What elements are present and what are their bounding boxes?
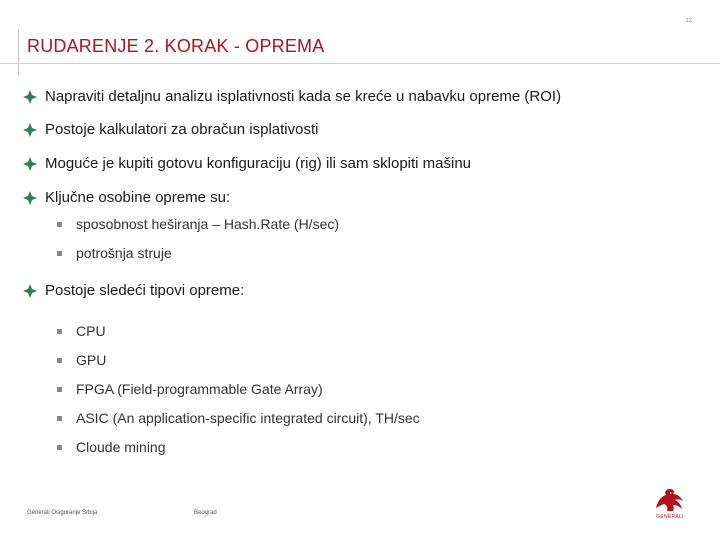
sub-list-item	[57, 323, 106, 339]
sub-list-item	[57, 381, 323, 397]
square-bullet-icon	[57, 387, 62, 392]
title-accent-line	[18, 30, 19, 75]
diamond-bullet-icon	[22, 122, 38, 138]
page-number: 12	[685, 18, 692, 24]
diamond-bullet-icon	[22, 190, 38, 206]
title-divider	[0, 63, 720, 64]
sub-list-item	[57, 410, 420, 426]
bullet-item	[22, 88, 561, 105]
sub-list-item	[57, 216, 339, 232]
diamond-bullet-icon	[22, 89, 38, 105]
sub-list-item	[57, 245, 172, 261]
footer-city: Beograd	[194, 510, 217, 516]
sub-list-item	[57, 352, 106, 368]
diamond-bullet-icon	[22, 156, 38, 172]
bullet-text: Postoje kalkulatori za obračun isplativosti	[45, 121, 319, 138]
square-bullet-icon	[57, 251, 62, 256]
bullet-text: Ključne osobine opreme su:	[45, 189, 231, 206]
bullet-item	[22, 121, 318, 138]
bullet-text: Postoje sledeći tipovi opreme:	[45, 282, 245, 299]
bullet-item	[22, 282, 244, 299]
bullet-item	[22, 189, 230, 206]
slide-title: RUDARENJE 2. KORAK - OPREMA	[27, 36, 325, 56]
sub-list-text: potrošnja struje	[76, 245, 172, 261]
logo-wordmark: GENERALI	[656, 514, 684, 520]
sub-list-item	[57, 439, 166, 455]
square-bullet-icon	[57, 329, 62, 334]
square-bullet-icon	[57, 416, 62, 421]
sub-list-text: FPGA (Field-programmable Gate Array)	[76, 381, 323, 397]
sub-list-text: ASIC (An application-specific integrated circuit), TH/sec	[76, 410, 420, 426]
sub-list-text: Cloude mining	[76, 439, 166, 455]
sub-list-text: CPU	[76, 323, 106, 339]
square-bullet-icon	[57, 445, 62, 450]
sub-list-text: GPU	[76, 352, 107, 368]
footer-company: Generali Osiguranje Srbija	[27, 510, 98, 516]
square-bullet-icon	[57, 358, 62, 363]
square-bullet-icon	[57, 222, 62, 227]
bullet-text: Napraviti detaljnu analizu isplativnosti kada se kreće u nabavku opreme (ROI)	[45, 88, 562, 105]
bullet-item	[22, 155, 471, 172]
diamond-bullet-icon	[22, 283, 38, 299]
bullet-text: Moguće je kupiti gotovu konfiguraciju (rig) ili sam sklopiti mašinu	[45, 155, 472, 172]
sub-list-text: sposobnost heširanja – Hash.Rate (H/sec)	[76, 216, 340, 232]
